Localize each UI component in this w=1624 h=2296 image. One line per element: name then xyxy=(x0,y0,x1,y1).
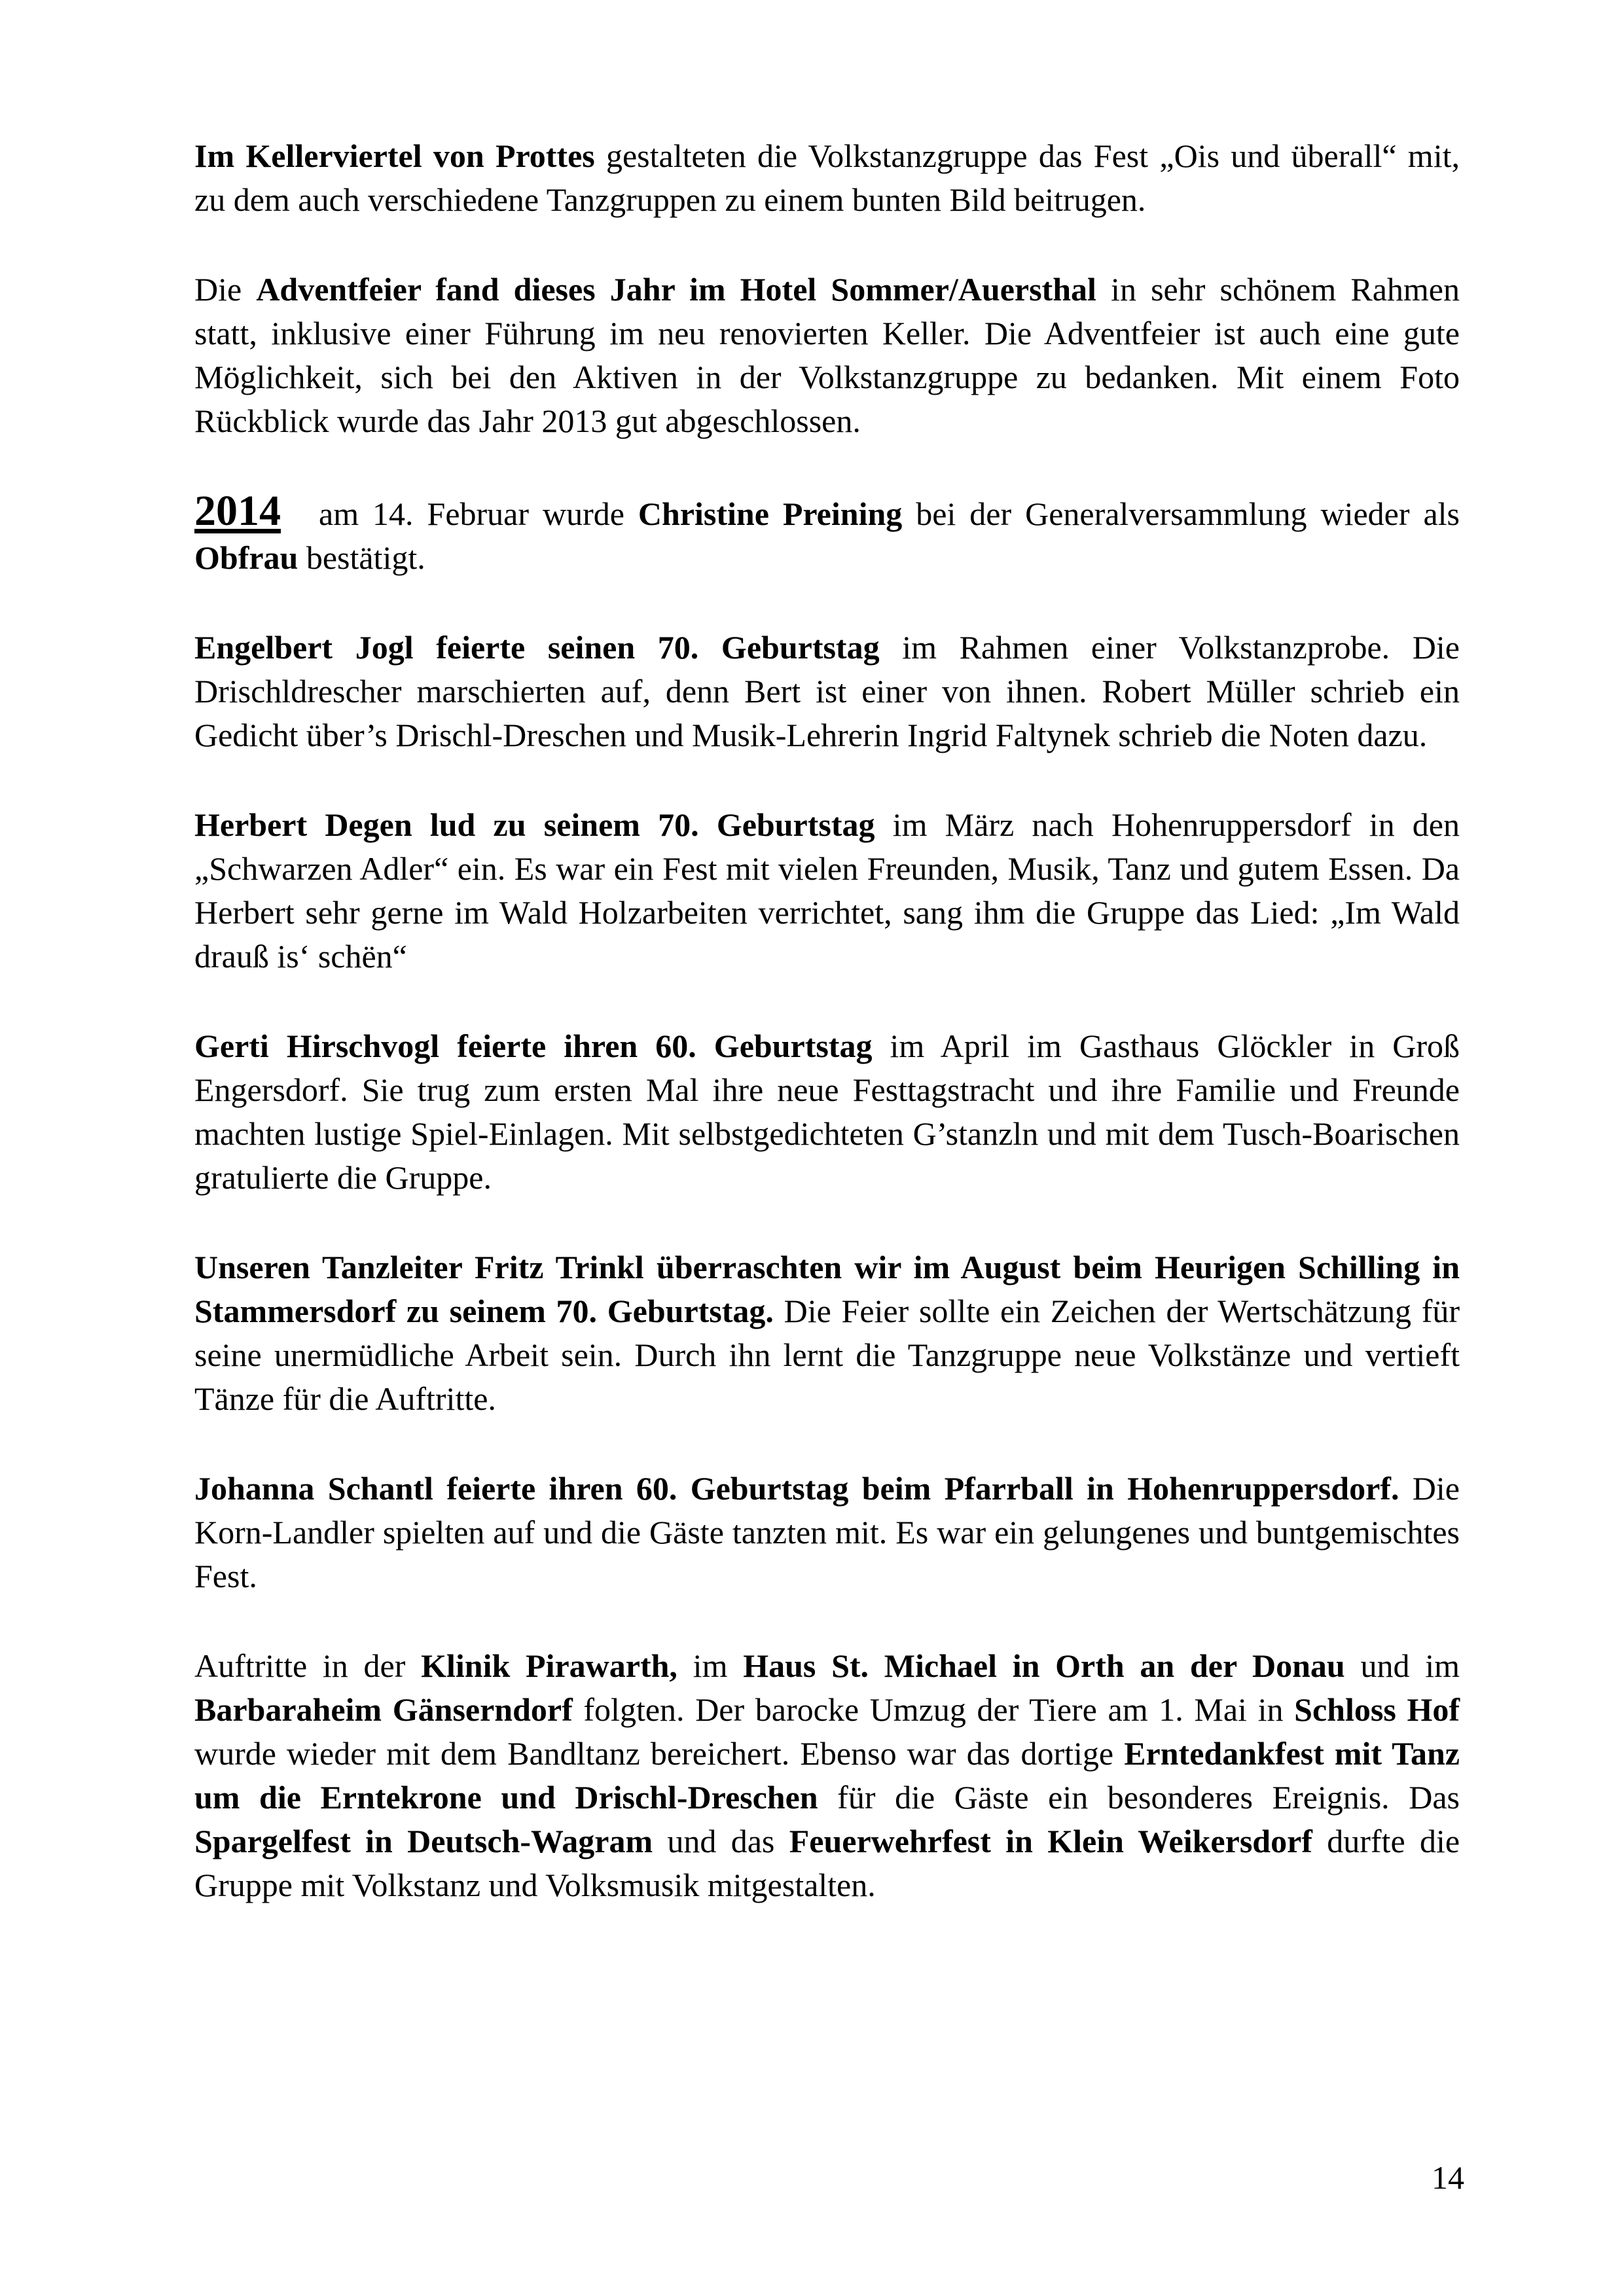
text-run: folgten. Der barocke Umzug der Tiere am 1. Mai in xyxy=(572,1691,1295,1728)
text-run: wurde wieder mit dem Bandltanz bereichert. Ebenso war das dortige xyxy=(194,1735,1125,1772)
bold-text-run: Adventfeier fand dieses Jahr im Hotel Sommer/Auersthal xyxy=(256,271,1096,308)
page-number: 14 xyxy=(1432,2159,1464,2196)
paragraph-johanna-schantl xyxy=(194,1467,1460,1598)
text-run: und im xyxy=(1344,1647,1460,1684)
bold-text-run: Engelbert Jogl feierte seinen 70. Geburtstag xyxy=(194,629,880,666)
paragraph-kellerviertel-prottes xyxy=(194,134,1460,222)
text-run: am 14. Februar wurde xyxy=(319,495,638,532)
year-heading: 2014 xyxy=(194,487,281,535)
bold-text-run: Klinik Pirawarth, xyxy=(421,1647,677,1684)
text-run: Auftritte in der xyxy=(194,1647,422,1684)
paragraph-engelbert-jogl xyxy=(194,626,1460,757)
bold-text-run: Barbaraheim Gänserndorf xyxy=(194,1691,573,1728)
bold-text-run: Johanna Schantl feierte ihren 60. Geburtstag beim Pfarrball in Hohenruppersdorf. xyxy=(194,1470,1399,1507)
bold-text-run: Erntedankfest mit Tanz um die Erntekrone und Drischl-Dreschen xyxy=(194,1735,1460,1816)
text-run: im März nach Hohenruppersdorf in den „Schwarzen Adler“ ein. Es war ein Fest mit vielen Freunden, Musik, Tanz und gutem Essen. Da Herbert sehr gerne im Wald Holzarbeiten verrichtet, sang ihm die Gruppe das Lied: „Im Wald drauß is‘ schën“ xyxy=(194,806,1460,975)
bold-text-run: Im Kellerviertel von Prottes xyxy=(194,137,595,174)
text-run: bestätigt. xyxy=(298,539,425,576)
text-run: gestalteten die Volkstanzgruppe das Fest „Ois und überall“ mit, zu dem auch verschiedene Tanzgruppen zu einem bunten Bild beitrugen. xyxy=(194,137,1460,218)
bold-text-run: Schloss Hof xyxy=(1294,1691,1460,1728)
bold-text-run: Feuerwehrfest in Klein Weikersdorf xyxy=(789,1823,1312,1859)
text-run: im April im Gasthaus Glöckler in Groß Engersdorf. Sie trug zum ersten Mal ihre neue Festtagstracht und ihre Familie und Freunde machten lustige Spiel-Einlagen. Mit selbstgedichteten G’stanzln und mit dem Tusch-Boarischen gratulierte die Gruppe. xyxy=(194,1028,1460,1196)
text-run: und das xyxy=(653,1823,789,1859)
text-run: für die Gäste ein besonderes Ereignis. Das xyxy=(818,1779,1460,1816)
text-run: Die Feier sollte ein Zeichen der Wertschätzung für seine unermüdliche Arbeit sein. Durch ihn lernt die Tanzgruppe neue Volkstänze und vertieft Tänze für die Auftritte. xyxy=(194,1293,1460,1417)
bold-text-run: Christine Preining xyxy=(638,495,903,532)
text-run: im Rahmen einer Volkstanzprobe. Die Drischldrescher marschierten auf, denn Bert ist einer von ihnen. Robert Müller schrieb ein Gedicht über’s Drischl-Dreschen und Musik-Lehrerin Ingrid Faltynek schrieb die Noten dazu. xyxy=(194,629,1460,753)
text-run: in sehr schönem Rahmen statt, inklusive einer Führung im neu renovierten Keller. Die Adventfeier ist auch eine gute Möglichkeit, sich bei den Aktiven in der Volkstanzgruppe zu bedanken. Mit einem Foto Rückblick wurde das Jahr 2013 gut abgeschlossen. xyxy=(194,271,1460,439)
document-body xyxy=(194,134,1460,1907)
paragraph-adventfeier xyxy=(194,268,1460,443)
paragraph-2014-generalversammlung xyxy=(194,489,1460,580)
bold-text-run: Haus St. Michael in Orth an der Donau xyxy=(743,1647,1345,1684)
text-run: durfte die Gruppe mit Volkstanz und Volksmusik mitgestalten. xyxy=(194,1823,1460,1903)
paragraph-fritz-trinkl xyxy=(194,1246,1460,1421)
bold-text-run: Obfrau xyxy=(194,539,298,576)
bold-text-run: Gerti Hirschvogl feierte ihren 60. Geburtstag xyxy=(194,1028,873,1064)
text-run: bei der Generalversammlung wieder als xyxy=(902,495,1460,532)
paragraph-gerti-hirschvogl xyxy=(194,1024,1460,1200)
text-run: Die Korn-Landler spielten auf und die Gäste tanzten mit. Es war ein gelungenes und buntgemischtes Fest. xyxy=(194,1470,1460,1594)
paragraph-herbert-degen xyxy=(194,803,1460,978)
bold-text-run: Spargelfest in Deutsch-Wagram xyxy=(194,1823,653,1859)
bold-text-run: Herbert Degen lud zu seinem 70. Geburtstag xyxy=(194,806,875,843)
paragraph-auftritte xyxy=(194,1644,1460,1907)
text-run: im xyxy=(677,1647,744,1684)
bold-text-run: Unseren Tanzleiter Fritz Trinkl überraschten wir im August beim Heurigen Schilling in Stammersdorf zu seinem 70. Geburtstag. xyxy=(194,1249,1460,1329)
text-run: Die xyxy=(194,271,257,308)
